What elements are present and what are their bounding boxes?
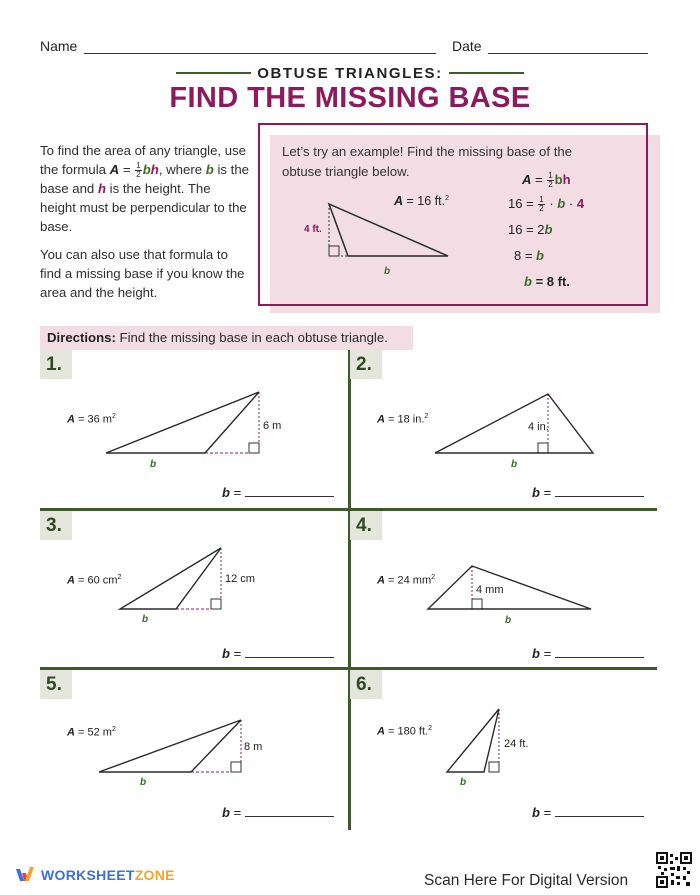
problem-2-answer[interactable]: b =: [532, 485, 644, 500]
date-label: Date: [452, 38, 482, 54]
problem-4-answer[interactable]: b =: [532, 646, 644, 661]
grid-horizontal-divider-2: [40, 667, 657, 670]
problem-2-triangle-diagram: [430, 385, 605, 475]
grid-horizontal-divider-1: [40, 508, 657, 511]
example-height-label: 4 ft.: [304, 224, 322, 235]
problem-3-answer[interactable]: b =: [222, 646, 334, 661]
height-label: 4 mm: [476, 584, 504, 596]
date-line[interactable]: [488, 40, 648, 54]
problem-1: [40, 350, 72, 379]
problem-1-triangle-diagram: [100, 385, 300, 475]
problem-6-answer[interactable]: b =: [532, 805, 644, 820]
problem-2: [350, 350, 382, 379]
name-line[interactable]: [84, 40, 436, 54]
problem-6-triangle-diagram: [440, 705, 540, 790]
height-label: 24 ft.: [504, 738, 529, 750]
date-field[interactable]: [452, 38, 648, 54]
problem-number-badge: 3.: [40, 511, 72, 540]
fraction-one-half: $\frac{1}{2}$: [136, 161, 141, 180]
intro-paragraph-2: You can also use that formula to find a missing base if you know the area and the height.: [40, 247, 245, 301]
name-label: Name: [40, 38, 78, 54]
problem-3-area: A = 60 $cm^2$: [67, 574, 122, 587]
problem-5-answer[interactable]: b =: [222, 805, 334, 820]
problem-3-triangle-diagram: [115, 545, 275, 630]
answer-blank[interactable]: [555, 646, 644, 658]
height-label: 6 m: [263, 420, 282, 432]
problem-5-triangle-diagram: [95, 715, 285, 795]
title-rule-right: [449, 72, 524, 74]
problem-5-area: A = 52 $m^2$: [67, 726, 116, 739]
problem-1-area: A = 36 $m^2$: [67, 413, 116, 426]
answer-blank[interactable]: [555, 805, 644, 817]
problem-4-area: A = 24 $mm^2$: [377, 574, 436, 587]
height-label: 8 m: [244, 741, 263, 753]
problem-number-badge: 5.: [40, 670, 72, 699]
step-3: 16 = 2b: [508, 222, 553, 237]
problem-1-answer[interactable]: b =: [222, 485, 334, 500]
directions-bar: Directions: Find the missing base in each obtuse triangle.: [40, 326, 413, 350]
qr-code-icon[interactable]: [656, 852, 692, 888]
problem-5: [40, 670, 72, 699]
answer-blank[interactable]: [245, 485, 334, 497]
answer-blank[interactable]: [245, 646, 334, 658]
intro-text: [40, 141, 250, 302]
answer-blank[interactable]: [555, 485, 644, 497]
answer-blank[interactable]: [245, 805, 334, 817]
worksheet-subtitle: OBTUSE TRIANGLES:: [0, 65, 700, 82]
problem-number-badge: 1.: [40, 350, 72, 379]
problem-number-badge: 6.: [350, 670, 382, 699]
problem-number-badge: 2.: [350, 350, 382, 379]
base-label: b: [460, 777, 467, 788]
problem-4-triangle-diagram: [425, 560, 600, 635]
example-area: A = 16 ft.$^2$: [394, 194, 449, 208]
name-field[interactable]: [40, 38, 436, 54]
worksheetzone-logo[interactable]: WORKSHEETZONE: [16, 867, 175, 883]
problem-number-badge: 4.: [350, 511, 382, 540]
base-label: b: [142, 614, 149, 625]
step-4: 8 = b: [514, 248, 544, 263]
worksheetzone-logo-icon: [16, 867, 36, 883]
base-label: b: [511, 459, 518, 470]
problem-3: [40, 511, 72, 540]
problem-6-area: A = 180 ft.$^2$: [377, 725, 432, 738]
problem-6: [350, 670, 382, 699]
scan-text: Scan Here For Digital Version: [424, 872, 629, 889]
height-label: 12 cm: [225, 573, 255, 585]
step-5: b = 8 ft.: [524, 274, 570, 289]
example-triangle-diagram: [290, 195, 460, 275]
problem-4: [350, 511, 382, 540]
step-1: A = $\frac{1}{2}$ bh: [522, 171, 571, 190]
height-label: 4 in.: [528, 421, 549, 433]
title-rule-left: [176, 72, 251, 74]
base-label: b: [505, 615, 512, 626]
example-base-label: b: [384, 266, 391, 275]
base-label: b: [140, 777, 147, 788]
example-text: Let’s try an example! Find the missing base of the obtuse triangle below.: [282, 144, 573, 179]
grid-vertical-divider: [348, 350, 351, 830]
step-2: 16 = $\frac{1}{2}$ · b · 4: [508, 195, 585, 214]
intro-paragraph-1: To find the area of any triangle, use the formula A = $\frac{1}{2}$ bh, where b is the base and h is the height. The height must be perpendicular to the base.: [40, 143, 249, 235]
problem-2-area: A = 18 in.$^2$: [377, 413, 429, 426]
worksheet-title: FIND THE MISSING BASE: [169, 82, 531, 114]
base-label: b: [150, 459, 157, 470]
